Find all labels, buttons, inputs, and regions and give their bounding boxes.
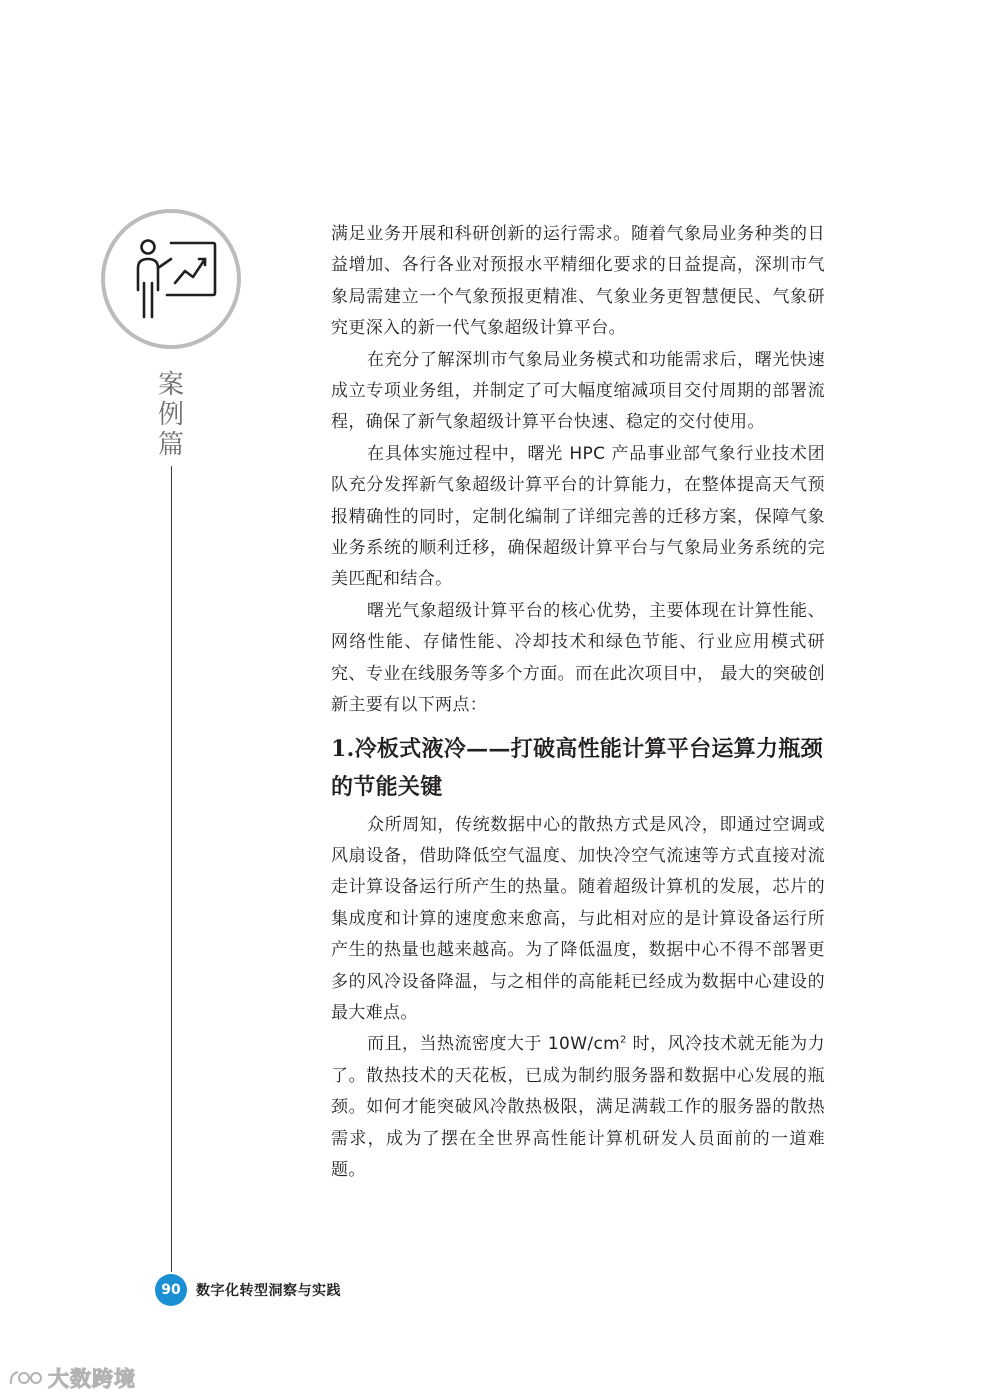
article-body — [331, 219, 825, 1186]
book-title: 数字化转型洞察与实践 — [196, 1283, 341, 1299]
presenter-chart-icon — [105, 213, 237, 345]
section-label-char: 篇 — [157, 430, 184, 460]
page-footer — [155, 1274, 341, 1306]
section-heading: 1.冷板式液冷——打破高性能计算平台运算力瓶颈的节能关键 — [331, 735, 823, 800]
watermark-text: 大数跨境 — [48, 1367, 136, 1391]
heat-density-prefix: 而且，当热流密度大于 10W/cm — [367, 1034, 621, 1055]
watermark — [8, 1364, 136, 1392]
paragraph-continued: 满足业务开展和科研创新的运行需求。随着气象局业务种类的日益增加、各行各业对预报水平精细化要求的日益提高，深圳市气象局需建立一个气象预报更精准、气象业务更智慧便民、气象研究更深入的新一代气象超级计算平台。 — [331, 224, 825, 339]
paragraph-deployment: 在充分了解深圳市气象局业务模式和功能需求后，曙光快速成立专项业务组，并制定了可大幅度缩减项目交付周期的部署流程，确保了新气象超级计算平台快速、稳定的交付使用。 — [331, 349, 825, 433]
superscript-2: 2 — [620, 1034, 627, 1046]
paragraph-air-cooling: 众所周知，传统数据中心的散热方式是风冷，即通过空调或风扇设备，借助降低空气温度、加快冷空气流速等方式直接对流走计算设备运行所产生的热量。随着超级计算机的发展，芯片的集成度和计算的速度愈来愈高，与此相对应的是计算设备运行所产生的热量也越来越高。为了降低温度，数据中心不得不部署更多的风冷设备降温，与之相伴的高能耗已经成为数据中心建设的最大难点。 — [331, 814, 825, 1023]
paragraph-implementation: 在具体实施过程中，曙光 HPC 产品事业部气象行业技术团队充分发挥新气象超级计算平台的计算能力，在整体提高天气预报精确性的同时，定制化编制了详细完善的迁移方案，保障气象业务系统的顺利迁移，确保超级计算平台与气象局业务系统的完美匹配和结合。 — [331, 443, 825, 590]
section-label-char: 案 — [157, 370, 184, 400]
heat-density-suffix: 时，风冷技术就无能为力了。散热技术的天花板，已成为制约服务器和数据中心发展的瓶颈。如何才能突破风冷散热极限，满足满载工作的服务器的散热需求，成为了摆在全世界高性能计算机研发人员面前的一道难题。 — [331, 1034, 825, 1180]
page-number-badge: 90 — [155, 1274, 187, 1306]
section-label-char: 例 — [157, 400, 184, 430]
watermark-logo-icon — [8, 1366, 44, 1390]
paragraph-heat-density — [331, 1029, 825, 1186]
margin-divider-line — [171, 466, 172, 1272]
paragraph-advantages: 曙光气象超级计算平台的核心优势，主要体现在计算性能、网络性能、存储性能、冷却技术和绿色节能、行业应用模式研究、专业在线服务等多个方面。而在此次项目中， 最大的突破创新主要有以下两点： — [331, 600, 825, 716]
case-study-emblem — [101, 209, 241, 349]
section-label — [151, 370, 191, 460]
